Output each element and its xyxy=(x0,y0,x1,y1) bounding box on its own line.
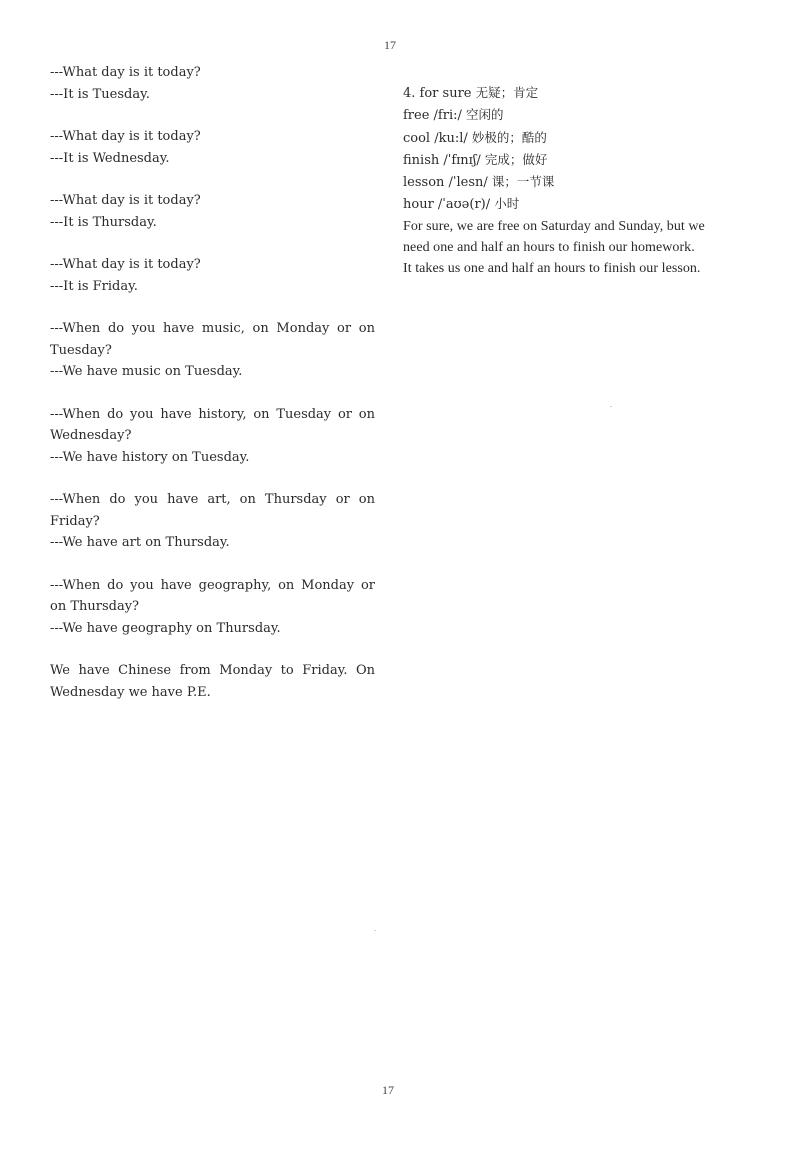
dialogue-answer: ---We have music on Tuesday. xyxy=(50,364,243,379)
vocab-meaning: 妙极的；酷的 xyxy=(471,129,547,145)
dialogue-2 xyxy=(50,126,375,169)
dialogue-question: ---What day is it today? xyxy=(50,257,201,272)
dialogue-question: ---When do you have art, on Thursday or on Friday? xyxy=(50,492,375,529)
vocab-term: 4. for sure xyxy=(403,86,472,101)
vocab-meaning: 小时 xyxy=(494,196,520,212)
page-number-top: 17 xyxy=(384,38,396,52)
dialogue-question: ---When do you have geography, on Monday or on Thursday? xyxy=(50,577,375,614)
dialogue-1 xyxy=(50,62,375,105)
vocab-meaning: 完成；做好 xyxy=(484,151,548,167)
dialogue-question: ---What day is it today? xyxy=(50,193,201,208)
example-sentence: It takes us one and half an hours to finish our lesson. xyxy=(403,261,701,277)
page-number-bottom: 17 xyxy=(382,1083,394,1097)
dialogue-6 xyxy=(50,404,375,469)
dialogue-answer: ---We have art on Thursday. xyxy=(50,535,230,550)
dialogue-answer: ---We have history on Tuesday. xyxy=(50,449,250,465)
vocab-item xyxy=(403,171,733,193)
left-column xyxy=(50,62,375,728)
closing-paragraph xyxy=(50,660,375,703)
dialogue-answer: ---It is Thursday. xyxy=(50,214,157,230)
scan-speck xyxy=(610,406,612,407)
dialogue-8 xyxy=(50,575,375,640)
example-sentence: For sure, we are free on Saturday and Sunday, but we need one and half an hours to finish our homework. xyxy=(403,218,705,256)
dialogue-3 xyxy=(50,190,375,233)
vocab-term: lesson /ˈlesn/ xyxy=(403,175,488,191)
vocab-term: cool /ku:l/ xyxy=(403,130,468,146)
dialogue-question: ---What day is it today? xyxy=(50,129,201,144)
vocab-item xyxy=(403,127,733,149)
dialogue-question: ---What day is it today? xyxy=(50,65,201,80)
dialogue-answer: ---It is Wednesday. xyxy=(50,150,170,166)
vocab-term: finish /ˈfɪnɪʃ/ xyxy=(403,152,481,168)
scan-speck xyxy=(374,930,376,931)
vocab-term: hour /ˈaʊə(r)/ xyxy=(403,197,491,213)
dialogue-answer: ---It is Tuesday. xyxy=(50,86,150,102)
dialogue-4 xyxy=(50,254,375,297)
vocab-item xyxy=(403,149,733,171)
dialogue-5 xyxy=(50,318,375,383)
vocab-meaning: 空闲的 xyxy=(466,107,504,123)
dialogue-answer: ---We have geography on Thursday. xyxy=(50,620,281,636)
vocab-item xyxy=(403,193,733,215)
closing-text: We have Chinese from Monday to Friday. On Wednesday we have P.E. xyxy=(50,663,375,700)
dialogue-question: ---When do you have music, on Monday or on Tuesday? xyxy=(50,321,375,358)
right-column xyxy=(403,82,733,280)
vocab-meaning: 课；一节课 xyxy=(491,174,555,190)
vocab-item xyxy=(403,82,733,104)
vocab-term: free /fri:/ xyxy=(403,108,462,124)
vocab-list xyxy=(403,82,733,216)
dialogue-question: ---When do you have history, on Tuesday or on Wednesday? xyxy=(50,406,375,443)
dialogue-answer: ---It is Friday. xyxy=(50,278,138,294)
vocab-meaning: 无疑；肯定 xyxy=(475,85,539,100)
dialogue-7 xyxy=(50,489,375,554)
vocab-item xyxy=(403,104,733,126)
